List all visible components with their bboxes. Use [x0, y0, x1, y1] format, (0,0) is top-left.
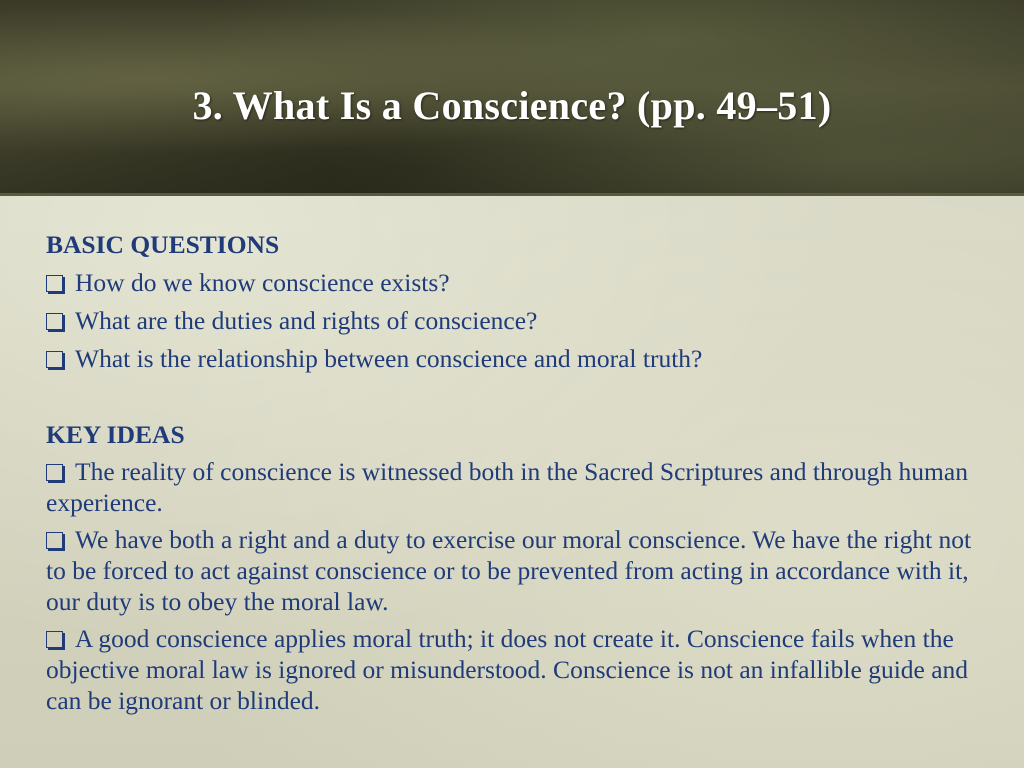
checkbox-icon — [46, 464, 63, 481]
basic-questions-heading: BASIC QUESTIONS — [46, 230, 280, 259]
list-item — [46, 304, 976, 342]
list-item — [46, 342, 976, 380]
list-item — [46, 623, 976, 716]
list-item-text: What are the duties and rights of conscience? — [75, 306, 538, 335]
checkbox-icon — [46, 532, 63, 549]
checkbox-icon — [46, 351, 63, 368]
basic-questions-section — [46, 228, 976, 380]
list-item — [46, 266, 976, 304]
list-item-text: The reality of conscience is witnessed both in the Sacred Scriptures and through human experience. — [46, 457, 968, 517]
list-item — [46, 524, 976, 617]
key-ideas-heading: KEY IDEAS — [46, 420, 185, 449]
header-band — [0, 0, 1024, 196]
slide-content — [46, 228, 976, 722]
checkbox-icon — [46, 275, 63, 292]
key-ideas-section — [46, 418, 976, 716]
list-item-text: How do we know conscience exists? — [75, 268, 450, 297]
checkbox-icon — [46, 313, 63, 330]
list-item-text: A good conscience applies moral truth; it does not create it. Conscience fails when the objective moral law is ignored or misunderstood. Conscience is not an infallible guide and can be ignorant or blinded. — [46, 624, 969, 715]
slide-title: 3. What Is a Conscience? (pp. 49–51) — [192, 83, 832, 128]
list-item-text: What is the relationship between conscience and moral truth? — [75, 344, 703, 373]
checkbox-icon — [46, 631, 63, 648]
list-item — [46, 456, 976, 518]
list-item-text: We have both a right and a duty to exercise our moral conscience. We have the right not to be forced to act against conscience or to be prevented from acting in accordance with it, our duty is to obey the moral law. — [46, 525, 972, 616]
section-spacer — [46, 380, 976, 418]
